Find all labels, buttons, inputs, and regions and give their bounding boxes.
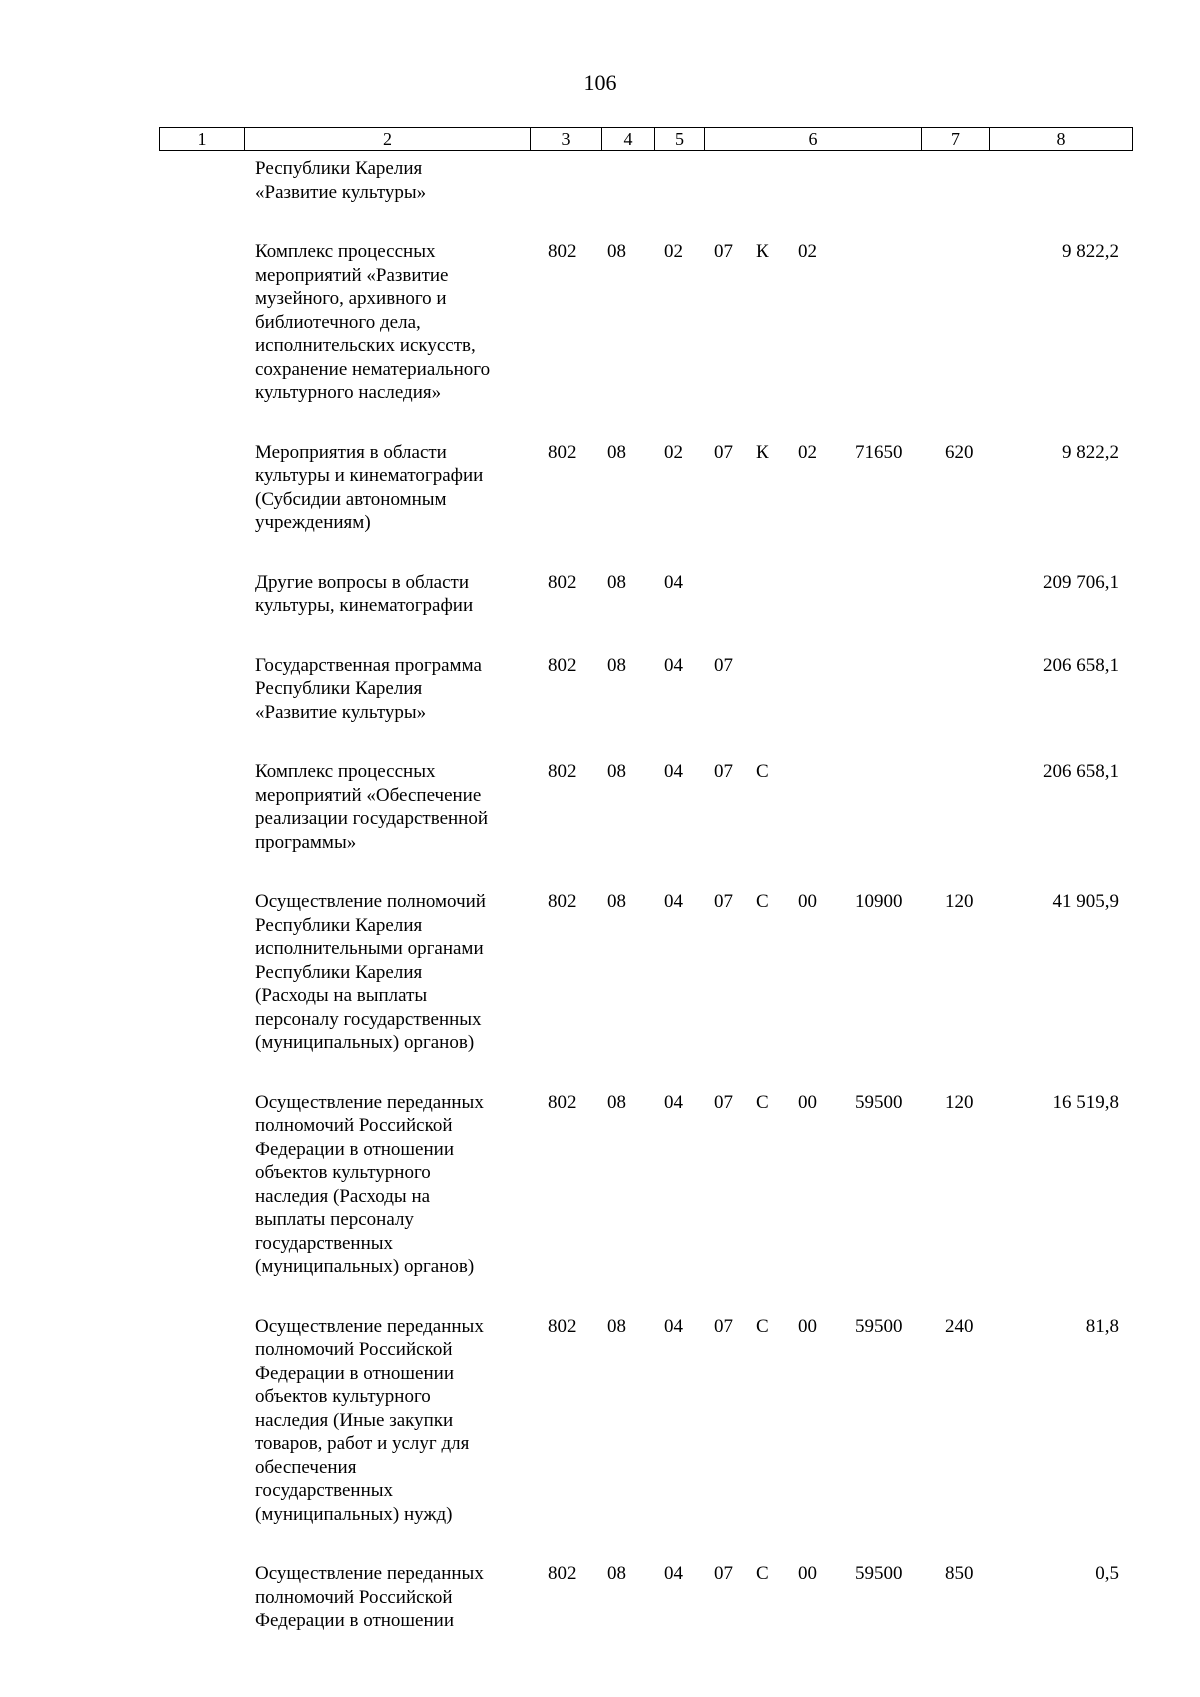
- row-name-line: объектов культурного: [255, 1386, 431, 1407]
- table-row: [0, 1562, 1200, 1669]
- row-name-line: Осуществление переданных: [255, 1563, 484, 1584]
- expense-type-code: 620: [945, 441, 974, 463]
- row-name-line: объектов культурного: [255, 1162, 431, 1183]
- section-code: 08: [607, 1563, 626, 1584]
- row-name-line: Республики Карелия: [255, 961, 423, 983]
- row-name-line: культурного наследия»: [255, 382, 442, 403]
- section-code: 08: [607, 761, 626, 782]
- target-article-part-1: 07: [714, 891, 733, 912]
- row-name-line: мероприятий «Обеспечение: [255, 784, 482, 806]
- amount: 206 658,1: [1043, 761, 1119, 782]
- row-name-line: (Расходы на выплаты: [255, 985, 428, 1006]
- table-header: [159, 127, 1133, 151]
- row-name-line: Другие вопросы в области: [255, 571, 470, 593]
- row-name-line: Республики Карелия: [255, 158, 423, 179]
- row-name-line: полномочий Российской: [255, 1115, 453, 1136]
- row-name-line: учреждениям): [255, 512, 371, 533]
- grbs-code: 802: [548, 891, 577, 912]
- amount: 206 658,1: [1043, 654, 1119, 676]
- target-article-part-3: 00: [798, 1091, 817, 1113]
- row-name-line: Республики Карелия: [255, 914, 423, 936]
- table-row: [0, 571, 1200, 654]
- target-article-part-1: 07: [714, 1563, 733, 1584]
- row-name-line: наследия (Расходы на: [255, 1185, 431, 1207]
- target-article-part-1: 07: [714, 241, 733, 262]
- grbs-code: 802: [548, 241, 577, 262]
- grbs-code: 802: [548, 441, 577, 463]
- table-row: [0, 1091, 1200, 1315]
- page-number: 106: [583, 70, 617, 95]
- grbs-code: 802: [548, 1091, 577, 1113]
- target-article-part-4: 59500: [855, 1563, 903, 1584]
- amount: 16 519,8: [1052, 1091, 1119, 1113]
- subsection-code: 04: [664, 654, 683, 676]
- row-name: [255, 240, 520, 405]
- subsection-code: 02: [664, 441, 683, 463]
- subsection-code: 04: [664, 571, 683, 593]
- row-name: [255, 1562, 520, 1633]
- expense-type-code: 850: [945, 1563, 974, 1584]
- header-col-6: 6: [705, 128, 922, 151]
- row-name-line: Осуществление переданных: [255, 1315, 484, 1337]
- target-article-part-1: 07: [714, 761, 733, 782]
- table-row: [0, 1315, 1200, 1563]
- header-col-3: 3: [531, 128, 602, 151]
- row-name-line: Республики Карелия: [255, 678, 423, 699]
- row-name-line: Мероприятия в области: [255, 441, 447, 463]
- subsection-code: 04: [664, 761, 683, 782]
- amount: 41 905,9: [1052, 891, 1119, 912]
- expense-type-code: 120: [945, 1091, 974, 1113]
- expense-type-code: 240: [945, 1315, 974, 1337]
- row-name-line: обеспечения: [255, 1456, 357, 1478]
- row-name-line: программы»: [255, 831, 357, 853]
- section-code: 08: [607, 441, 626, 463]
- row-name-line: Осуществление переданных: [255, 1091, 484, 1113]
- subsection-code: 02: [664, 241, 683, 262]
- amount: 0,5: [1095, 1563, 1119, 1584]
- subsection-code: 04: [664, 1091, 683, 1113]
- row-name-line: культуры и кинематографии: [255, 465, 484, 486]
- target-article-part-1: 07: [714, 654, 733, 676]
- row-name-line: (муниципальных) нужд): [255, 1503, 453, 1525]
- header-col-1: 1: [160, 128, 245, 151]
- target-article-part-4: 10900: [855, 891, 903, 912]
- target-article-part-2: С: [756, 1091, 769, 1113]
- row-name-line: «Развитие культуры»: [255, 181, 427, 203]
- header-col-8: 8: [990, 128, 1133, 151]
- row-name: [255, 157, 520, 204]
- target-article-part-4: 59500: [855, 1315, 903, 1337]
- target-article-part-1: 07: [714, 1091, 733, 1113]
- row-name-line: сохранение нематериального: [255, 358, 491, 380]
- row-name-line: персоналу государственных: [255, 1008, 482, 1030]
- target-article-part-3: 00: [798, 1315, 817, 1337]
- row-name: [255, 571, 520, 618]
- grbs-code: 802: [548, 654, 577, 676]
- subsection-code: 04: [664, 891, 683, 912]
- amount: 9 822,2: [1062, 441, 1119, 463]
- table-row: [0, 890, 1200, 1091]
- table-row: [0, 157, 1200, 240]
- amount: 9 822,2: [1062, 241, 1119, 262]
- row-name-line: Осуществление полномочий: [255, 891, 486, 912]
- grbs-code: 802: [548, 1315, 577, 1337]
- row-name: [255, 890, 520, 1055]
- row-name-line: Федерации в отношении: [255, 1138, 454, 1160]
- header-col-7: 7: [922, 128, 990, 151]
- row-name-line: Комплекс процессных: [255, 761, 436, 782]
- section-code: 08: [607, 891, 626, 912]
- subsection-code: 04: [664, 1315, 683, 1337]
- target-article-part-4: 59500: [855, 1091, 903, 1113]
- section-code: 08: [607, 654, 626, 676]
- row-name-line: выплаты персоналу: [255, 1209, 414, 1230]
- target-article-part-2: С: [756, 1315, 769, 1337]
- row-name-line: полномочий Российской: [255, 1339, 453, 1360]
- row-name: [255, 1091, 520, 1279]
- row-name-line: реализации государственной: [255, 808, 489, 829]
- target-article-part-2: К: [756, 241, 769, 262]
- row-name-line: исполнительских искусств,: [255, 335, 476, 356]
- row-name: [255, 654, 520, 725]
- target-article-part-2: С: [756, 891, 769, 912]
- row-name-line: государственных: [255, 1480, 394, 1501]
- amount: 209 706,1: [1043, 571, 1119, 593]
- header-col-2: 2: [245, 128, 531, 151]
- row-name-line: (муниципальных) органов): [255, 1032, 475, 1053]
- section-code: 08: [607, 1091, 626, 1113]
- section-code: 08: [607, 1315, 626, 1337]
- header-col-5: 5: [655, 128, 705, 151]
- row-name: [255, 1315, 520, 1527]
- row-name-line: «Развитие культуры»: [255, 701, 427, 723]
- table-body: [0, 157, 1200, 1669]
- row-name-line: полномочий Российской: [255, 1586, 453, 1608]
- row-name-line: Федерации в отношении: [255, 1610, 454, 1631]
- row-name-line: Комплекс процессных: [255, 241, 436, 262]
- target-article-part-3: 02: [798, 241, 817, 262]
- row-name-line: (муниципальных) органов): [255, 1256, 475, 1277]
- row-name: [255, 760, 520, 854]
- row-name-line: наследия (Иные закупки: [255, 1409, 454, 1431]
- expense-type-code: 120: [945, 891, 974, 912]
- grbs-code: 802: [548, 571, 577, 593]
- target-article-part-2: С: [756, 761, 769, 782]
- section-code: 08: [607, 571, 626, 593]
- row-name-line: Государственная программа: [255, 654, 482, 676]
- target-article-part-1: 07: [714, 441, 733, 463]
- target-article-part-3: 00: [798, 891, 817, 912]
- target-article-part-2: С: [756, 1563, 769, 1584]
- target-article-part-3: 00: [798, 1563, 817, 1584]
- table-row: [0, 654, 1200, 761]
- row-name-line: музейного, архивного и: [255, 288, 447, 309]
- row-name-line: культуры, кинематографии: [255, 595, 474, 616]
- target-article-part-2: К: [756, 441, 769, 463]
- row-name: [255, 441, 520, 535]
- table-row: [0, 240, 1200, 441]
- grbs-code: 802: [548, 1563, 577, 1584]
- row-name-line: библиотечного дела,: [255, 311, 421, 333]
- row-name-line: государственных: [255, 1232, 394, 1254]
- target-article-part-3: 02: [798, 441, 817, 463]
- header-col-4: 4: [602, 128, 655, 151]
- target-article-part-1: 07: [714, 1315, 733, 1337]
- target-article-part-4: 71650: [855, 441, 903, 463]
- amount: 81,8: [1085, 1315, 1119, 1337]
- row-name-line: (Субсидии автономным: [255, 488, 447, 510]
- row-name-line: товаров, работ и услуг для: [255, 1433, 470, 1454]
- table-row: [0, 760, 1200, 890]
- grbs-code: 802: [548, 761, 577, 782]
- section-code: 08: [607, 241, 626, 262]
- subsection-code: 04: [664, 1563, 683, 1584]
- row-name-line: исполнительными органами: [255, 938, 484, 959]
- row-name-line: мероприятий «Развитие: [255, 264, 449, 286]
- table-row: [0, 441, 1200, 571]
- row-name-line: Федерации в отношении: [255, 1362, 454, 1384]
